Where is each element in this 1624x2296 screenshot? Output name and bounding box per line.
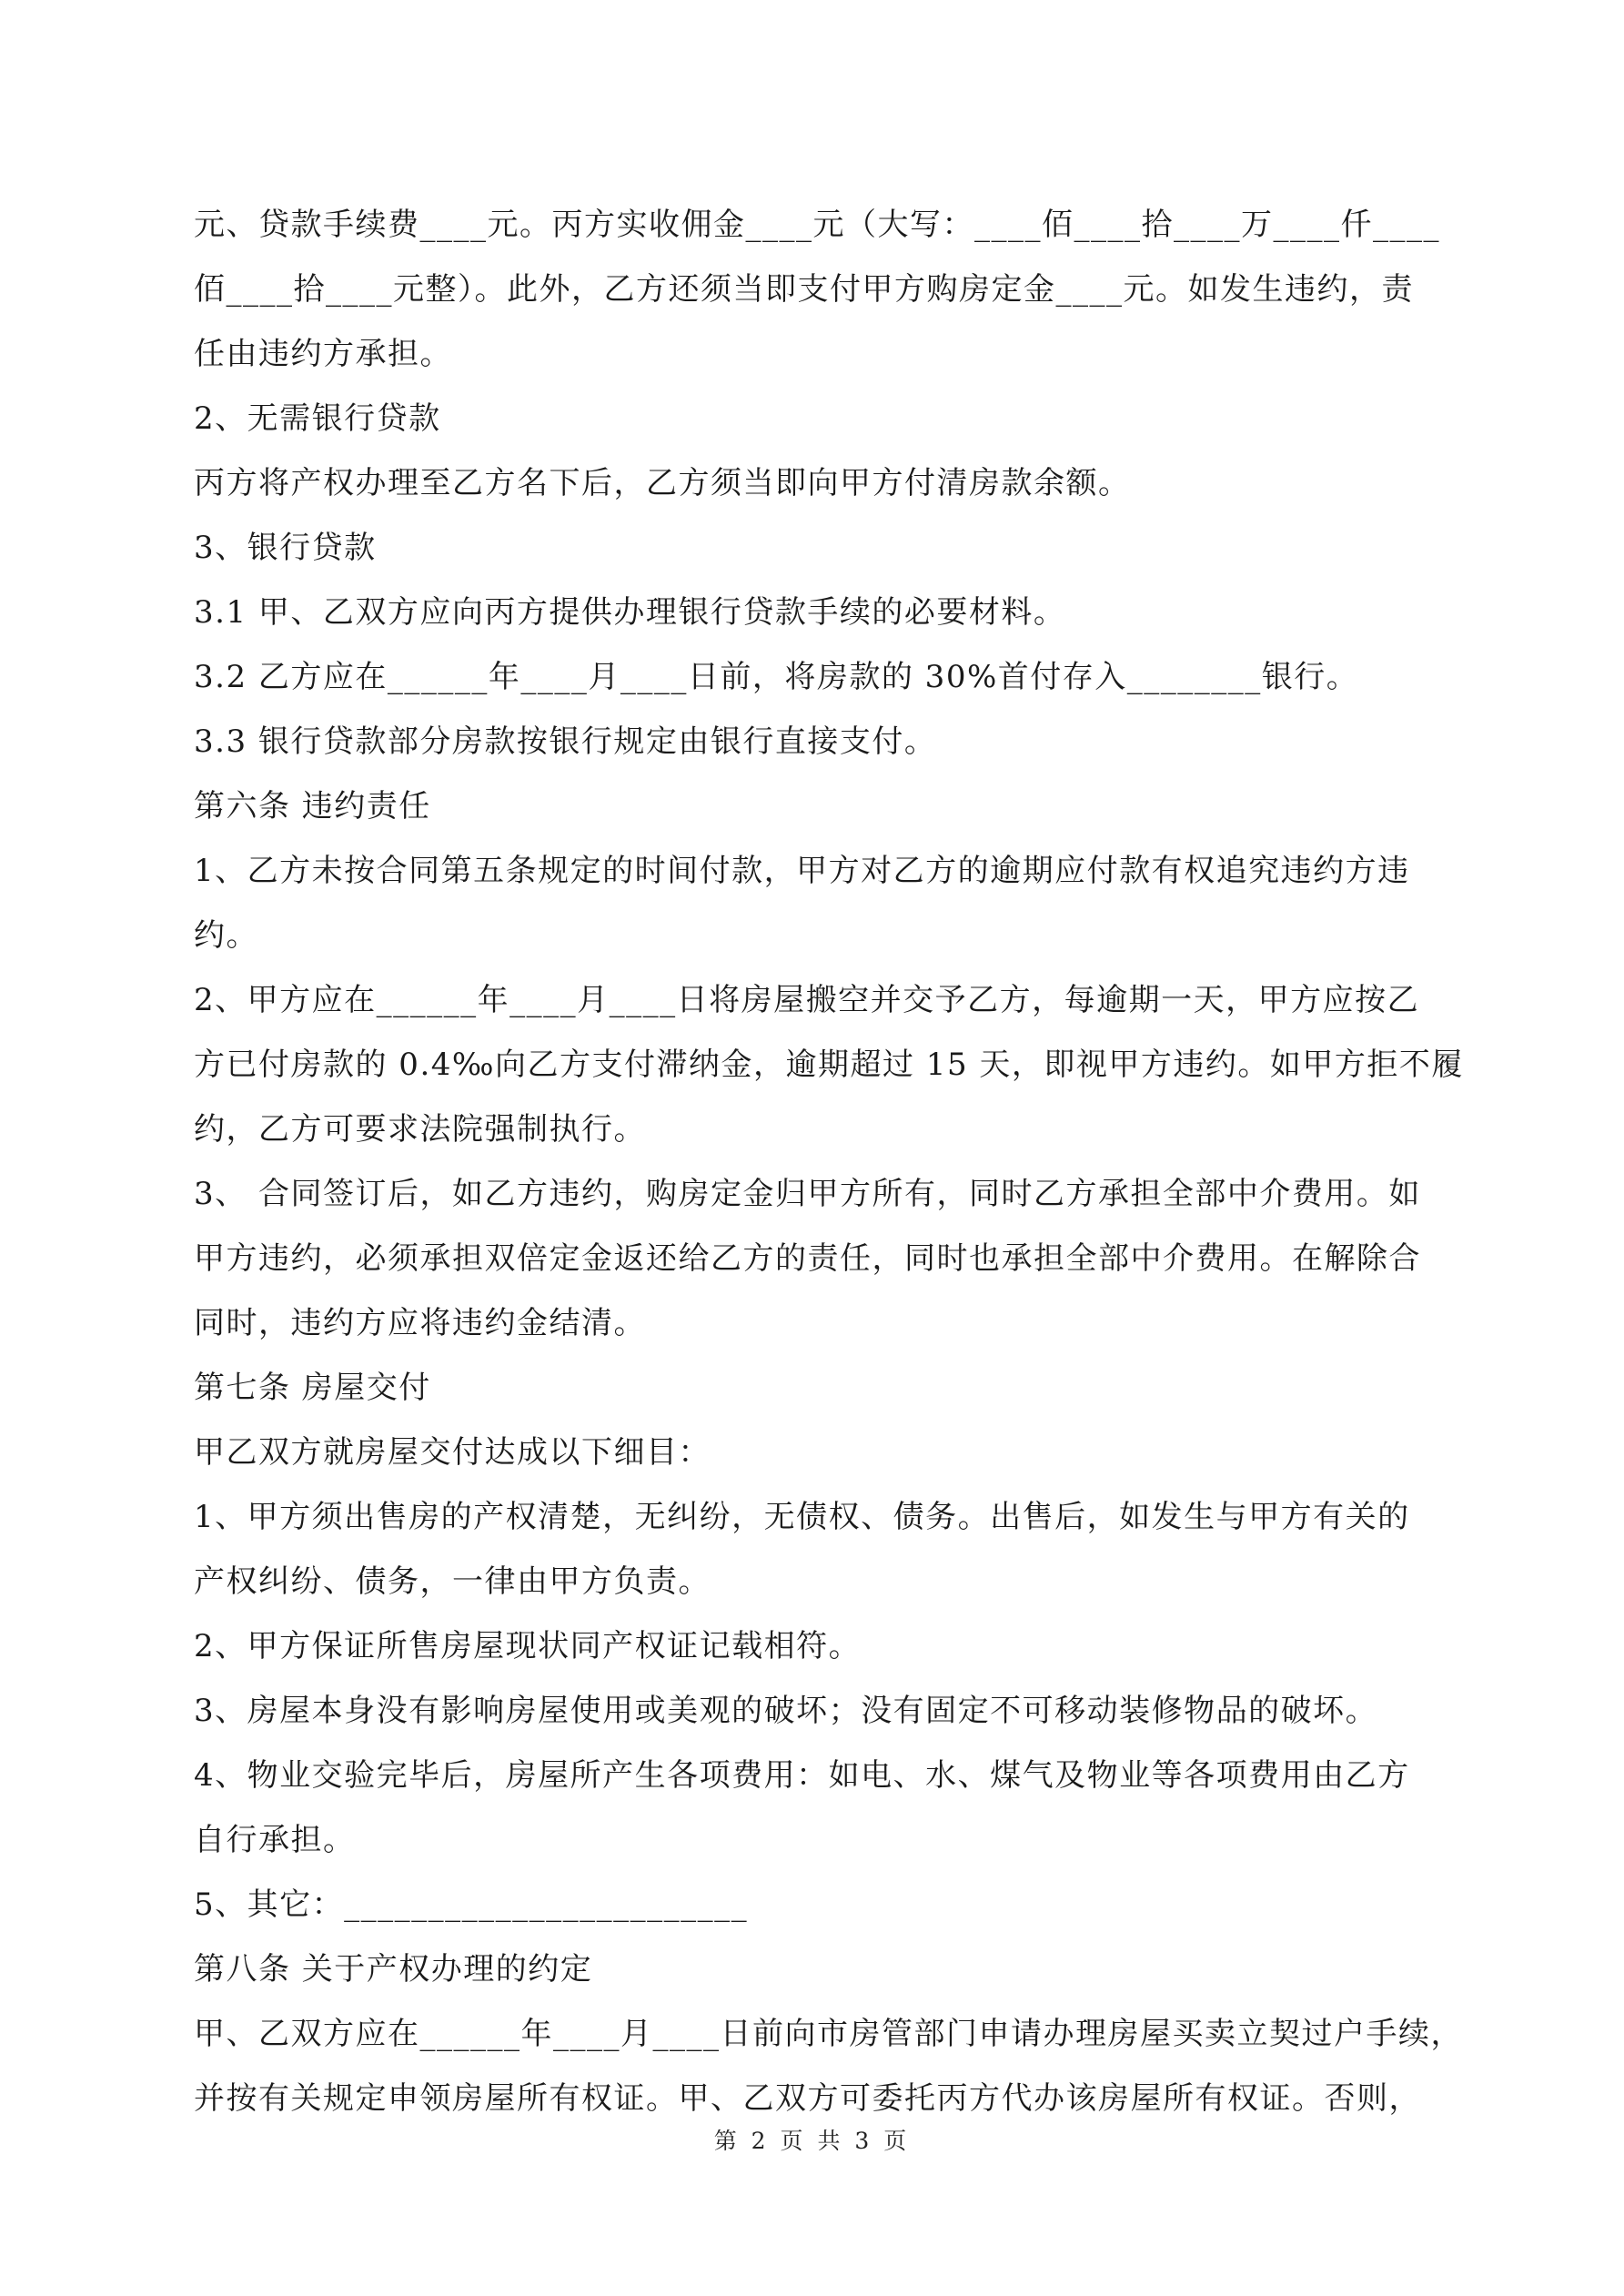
text-line: 丙方将产权办理至乙方名下后，乙方须当即向甲方付清房款余额。 bbox=[194, 465, 1131, 501]
text-line: 甲乙双方就房屋交付达成以下细目： bbox=[194, 1434, 711, 1471]
text-line: 3、 合同签订后，如乙方违约，购房定金归甲方所有，同时乙方承担全部中介费用。如 bbox=[194, 1176, 1421, 1212]
text-line: 佰____拾____元整）。此外，乙方还须当即支付甲方购房定金____元。如发生违约，责 bbox=[194, 271, 1414, 308]
text-line: 自行承担。 bbox=[194, 1822, 356, 1858]
text-line: 2、甲方应在______年____月____日将房屋搬空并交予乙方，每逾期一天，甲方应按乙 bbox=[194, 982, 1420, 1018]
text-line: 甲方违约，必须承担双倍定金返还给乙方的责任，同时也承担全部中介费用。在解除合 bbox=[194, 1240, 1421, 1277]
section-heading: 第七条 房屋交付 bbox=[194, 1370, 431, 1406]
text-line: 4、物业交验完毕后，房屋所产生各项费用：如电、水、煤气及物业等各项费用由乙方 bbox=[194, 1757, 1410, 1794]
section-heading: 第六条 违约责任 bbox=[194, 788, 431, 824]
text-line: 甲、乙双方应在______年____月____日前向市房管部门申请办理房屋买卖立契过户手续， bbox=[194, 2016, 1463, 2052]
text-line: 任由违约方承担。 bbox=[194, 336, 452, 372]
text-line: 1、甲方须出售房的产权清楚，无纠纷，无债权、债务。出售后，如发生与甲方有关的 bbox=[194, 1499, 1410, 1535]
text-line: 1、乙方未按合同第五条规定的时间付款，甲方对乙方的逾期应付款有权追究违约方违 bbox=[194, 853, 1410, 889]
section-heading: 第八条 关于产权办理的约定 bbox=[194, 1951, 593, 1988]
text-line: 3、银行贷款 bbox=[194, 530, 377, 566]
text-line: 3.2 乙方应在______年____月____日前，将房款的 30%首付存入________银行。 bbox=[194, 659, 1359, 695]
text-line: 3、房屋本身没有影响房屋使用或美观的破坏；没有固定不可移动装修物品的破坏。 bbox=[194, 1693, 1378, 1729]
text-line: 5、其它：________________________ bbox=[194, 1886, 749, 1923]
text-line: 3.3 银行贷款部分房款按银行规定由银行直接支付。 bbox=[194, 723, 937, 760]
text-line: 同时，违约方应将违约金结清。 bbox=[194, 1305, 646, 1341]
text-line: 元、贷款手续费____元。丙方实收佣金____元（大写：____佰____拾____万____仟____ bbox=[194, 207, 1440, 243]
page-footer: 第 2 页 共 3 页 bbox=[713, 2128, 911, 2154]
text-line: 3.1 甲、乙双方应向丙方提供办理银行贷款手续的必要材料。 bbox=[194, 594, 1066, 631]
text-line: 方已付房款的 0.4‰向乙方支付滞纳金，逾期超过 15 天，即视甲方违约。如甲方拒不履 bbox=[194, 1047, 1464, 1083]
text-line: 产权纠纷、债务，一律由甲方负责。 bbox=[194, 1563, 711, 1600]
text-line: 约，乙方可要求法院强制执行。 bbox=[194, 1111, 646, 1148]
text-line: 约。 bbox=[194, 917, 258, 954]
text-line: 2、甲方保证所售房屋现状同产权证记载相符。 bbox=[194, 1628, 862, 1664]
document-body bbox=[194, 193, 1464, 2131]
text-line: 并按有关规定申领房屋所有权证。甲、乙双方可委托丙方代办该房屋所有权证。否则， bbox=[194, 2080, 1421, 2117]
text-line: 2、无需银行贷款 bbox=[194, 400, 441, 437]
